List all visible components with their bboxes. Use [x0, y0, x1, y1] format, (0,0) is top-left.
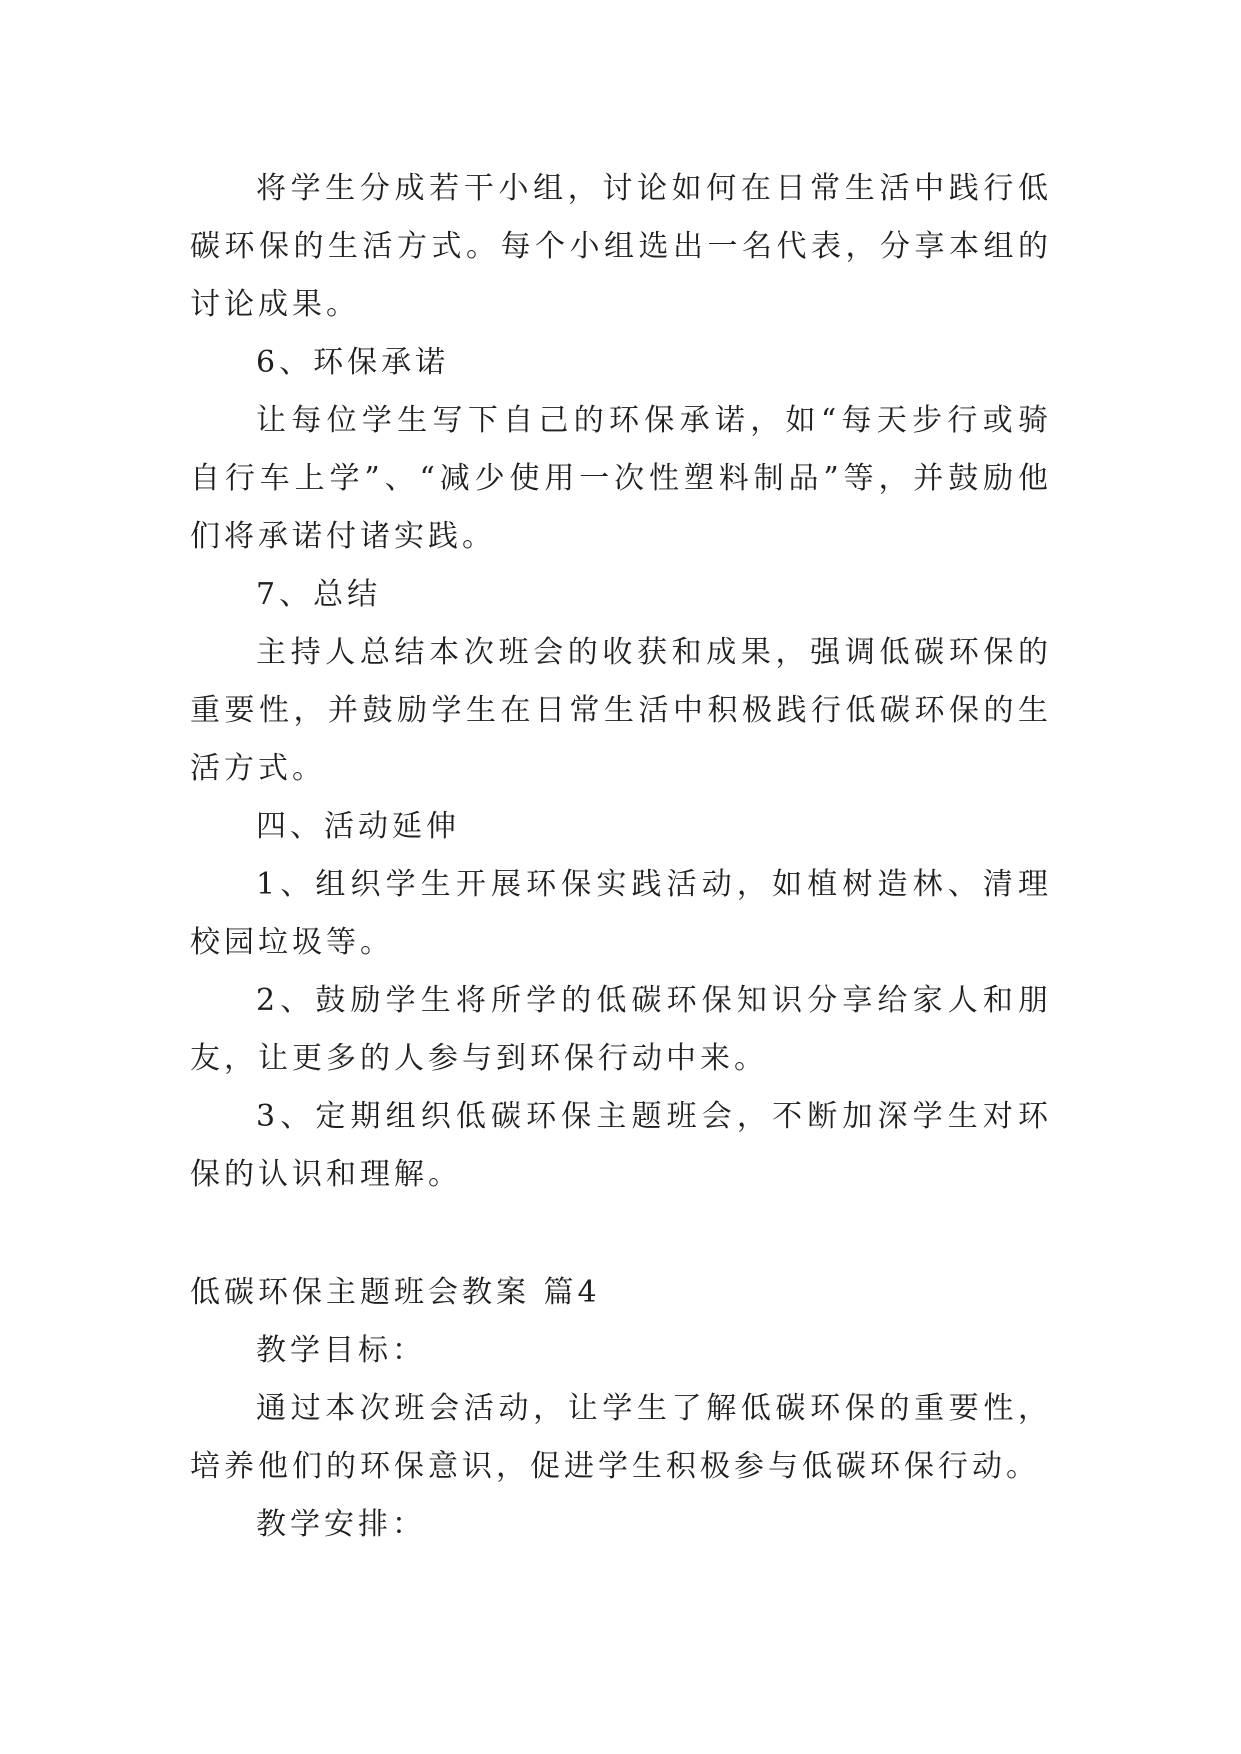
- paragraph-extension-2: 2、鼓励学生将所学的低碳环保知识分享给家人和朋友，让更多的人参与到环保行动中来。: [190, 983, 1052, 1076]
- section-title-lesson-plan-4: 低碳环保主题班会教案 篇4: [190, 1275, 601, 1310]
- paragraph-extension-1: 1、组织学生开展环保实践活动，如植树造林、清理校园垃圾等。: [190, 867, 1052, 960]
- document-body: [190, 160, 1052, 1554]
- paragraph-extension-3: 3、定期组织低碳环保主题班会，不断加深学生对环保的认识和理解。: [190, 1099, 1052, 1192]
- paragraph-group-discussion: 将学生分成若干小组，讨论如何在日常生活中践行低碳环保的生活方式。每个小组选出一名代表，分享本组的讨论成果。: [190, 171, 1052, 322]
- paragraph-teaching-objectives: 通过本次班会活动，让学生了解低碳环保的重要性，培养他们的环保意识，促进学生积极参与低碳环保行动。: [190, 1391, 1052, 1484]
- paragraph-summary: 主持人总结本次班会的收获和成果，强调低碳环保的重要性，并鼓励学生在日常生活中积极践行低碳环保的生活方式。: [190, 635, 1052, 786]
- heading-teaching-arrangement: 教学安排：: [256, 1507, 426, 1542]
- heading-teaching-objectives: 教学目标：: [256, 1333, 426, 1368]
- heading-environmental-pledge: 6、环保承诺: [256, 345, 450, 380]
- paragraph-pledge: 让每位学生写下自己的环保承诺，如“每天步行或骑自行车上学”、“减少使用一次性塑料制品”等，并鼓励他们将承诺付诸实践。: [190, 403, 1052, 554]
- heading-summary: 7、总结: [256, 577, 382, 612]
- heading-activity-extension: 四、活动延伸: [256, 809, 460, 844]
